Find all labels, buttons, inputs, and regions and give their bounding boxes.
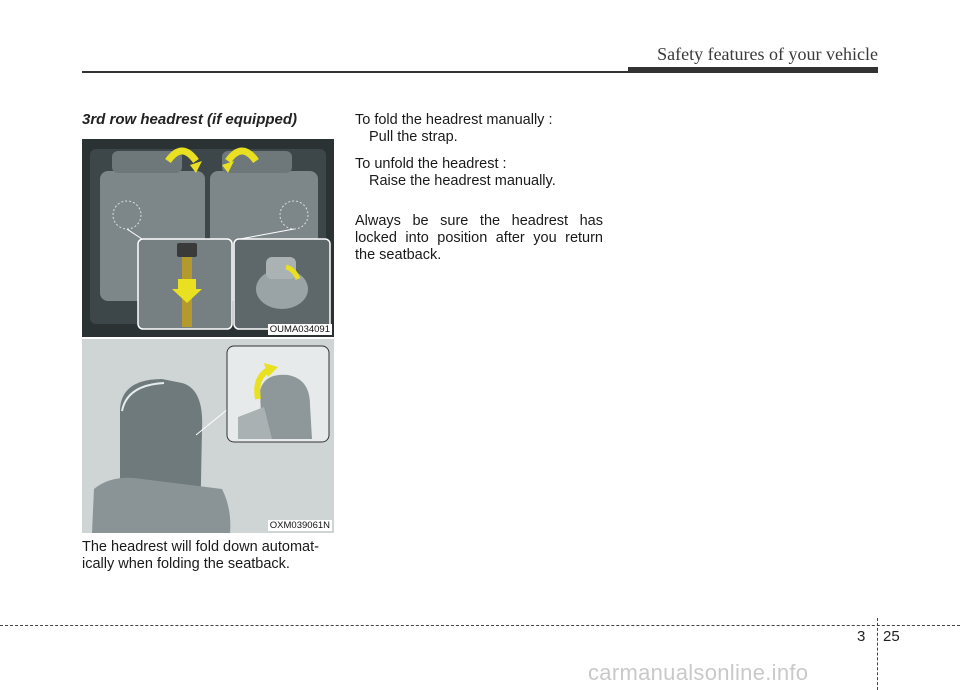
header-rule-accent <box>628 67 878 73</box>
auto-fold-paragraph: The headrest will fold down automat-ically when folding the seatback. <box>82 539 319 572</box>
figure-folded-headrests-illustration <box>82 139 334 337</box>
footer-rule <box>0 625 960 626</box>
figure-raise-headrest-illustration <box>82 339 334 533</box>
figure-raise-headrest <box>82 339 334 533</box>
figure-code: OUMA034091 <box>269 324 330 335</box>
figure-code: OXM039061N <box>269 520 330 531</box>
fold-instruction-title: To fold the headrest manually : <box>355 112 553 128</box>
running-header: Safety features of your vehicle <box>657 44 878 64</box>
unfold-instruction-title: To unfold the headrest : <box>355 156 507 172</box>
footer-divider <box>877 618 878 690</box>
watermark: carmanualsonline.info <box>588 660 809 685</box>
unfold-instruction-step: Raise the headrest manually. <box>369 173 556 189</box>
figure-folded-headrests <box>82 139 334 337</box>
lock-note-paragraph: Always be sure the headrest has locked into position after you return the seatback. <box>355 213 603 263</box>
section-heading: 3rd row headrest (if equipped) <box>82 111 298 128</box>
chapter-number: 3 <box>857 628 866 645</box>
fold-instruction-step: Pull the strap. <box>369 129 458 145</box>
page-number: 25 <box>883 628 900 645</box>
